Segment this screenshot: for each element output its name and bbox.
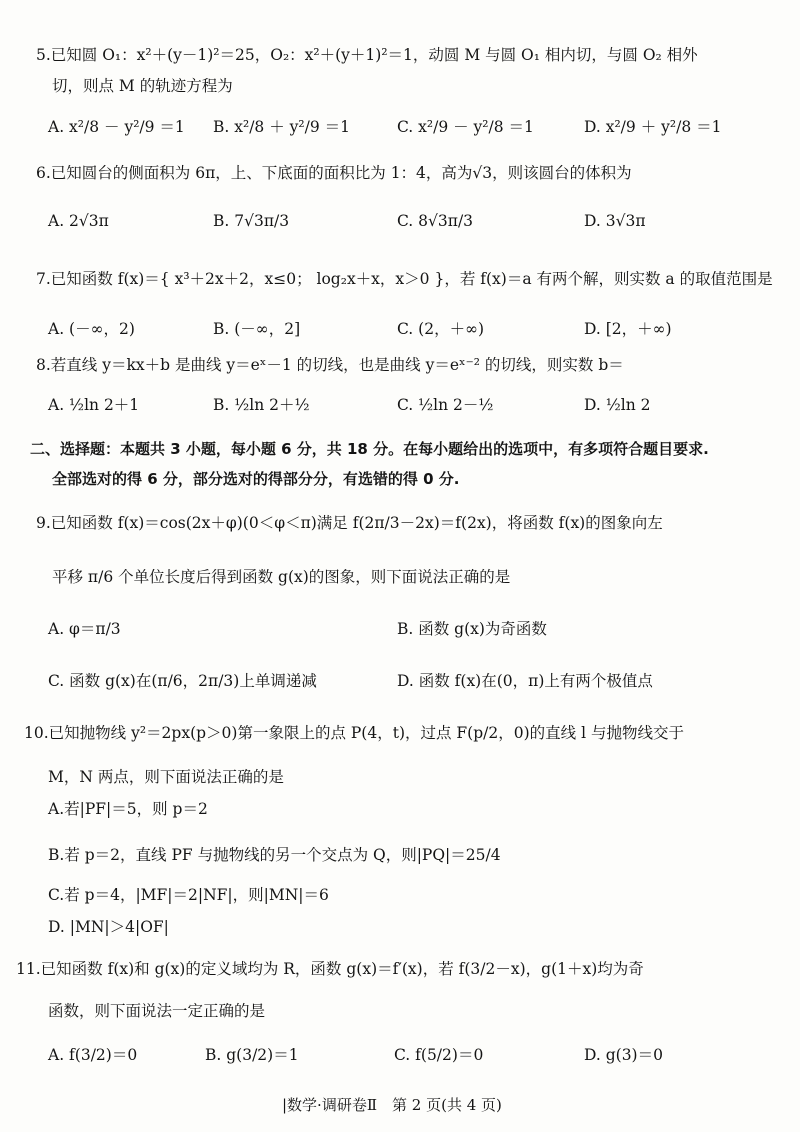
- section2-heading-line1: 二、选择题：本题共 3 小题，每小题 6 分，共 18 分。在每小题给出的选项中，有多项符合题目要求.: [30, 440, 709, 458]
- q9-option-b: B. 函数 g(x)为奇函数: [397, 620, 547, 638]
- q8-option-d: D. ½ln 2: [584, 396, 651, 414]
- q8-option-b: B. ½ln 2＋½: [213, 396, 310, 414]
- q10-stem-line2: M，N 两点，则下面说法正确的是: [48, 768, 284, 786]
- q6-option-d: D. 3√3π: [584, 212, 646, 230]
- q9-stem-line1: 9.已知函数 f(x)＝cos(2x＋φ)(0＜φ＜π)满足 f(2π/3－2x)＝f(2x)，将函数 f(x)的图象向左: [36, 514, 663, 532]
- page-footer: |数学·调研卷Ⅱ 第 2 页(共 4 页): [282, 1096, 502, 1114]
- q8-option-a: A. ½ln 2＋1: [48, 396, 140, 414]
- q11-option-a: A. f(3/2)＝0: [48, 1046, 138, 1064]
- q7-option-a: A. (－∞，2): [48, 320, 135, 338]
- q7-stem: 7.已知函数 f(x)＝{ x³＋2x＋2，x≤0； log₂x＋x，x＞0 }，若 f(x)＝a 有两个解，则实数 a 的取值范围是: [36, 270, 773, 288]
- q11-stem-line1: 11.已知函数 f(x)和 g(x)的定义域均为 R，函数 g(x)＝f′(x)，若 f(3/2－x)，g(1＋x)均为奇: [16, 960, 644, 978]
- q11-stem-line2: 函数，则下面说法一定正确的是: [48, 1002, 266, 1020]
- q5-option-d: D. x²/9 ＋ y²/8 ＝1: [584, 118, 722, 136]
- q9-option-d: D. 函数 f(x)在(0，π)上有两个极值点: [397, 672, 653, 690]
- q5-stem-line1: 5.已知圆 O₁：x²＋(y－1)²＝25，O₂：x²＋(y＋1)²＝1，动圆 M 与圆 O₁ 相内切，与圆 O₂ 相外: [36, 46, 698, 64]
- section2-heading-line2: 全部选对的得 6 分，部分选对的得部分分，有选错的得 0 分.: [52, 470, 460, 488]
- q6-option-a: A. 2√3π: [48, 212, 109, 230]
- q9-stem-line2: 平移 π/6 个单位长度后得到函数 g(x)的图象，则下面说法正确的是: [52, 568, 511, 586]
- q5-stem-line2: 切，则点 M 的轨迹方程为: [52, 77, 233, 95]
- q11-option-c: C. f(5/2)＝0: [394, 1046, 484, 1064]
- q8-option-c: C. ½ln 2－½: [397, 396, 494, 414]
- q8-stem: 8.若直线 y＝kx＋b 是曲线 y＝eˣ－1 的切线，也是曲线 y＝eˣ⁻² 的切线，则实数 b＝: [36, 356, 624, 374]
- q9-option-c: C. 函数 g(x)在(π/6，2π/3)上单调递减: [48, 672, 317, 690]
- q10-option-a: A.若|PF|＝5，则 p＝2: [48, 800, 208, 818]
- q11-option-d: D. g(3)＝0: [584, 1046, 663, 1064]
- q5-option-c: C. x²/9 － y²/8 ＝1: [397, 118, 534, 136]
- q6-option-b: B. 7√3π/3: [213, 212, 290, 230]
- q10-option-c: C.若 p＝4，|MF|＝2|NF|，则|MN|＝6: [48, 886, 329, 904]
- q5-option-b: B. x²/8 ＋ y²/9 ＝1: [213, 118, 350, 136]
- q7-option-b: B. (－∞，2]: [213, 320, 301, 338]
- q10-stem-line1: 10.已知抛物线 y²＝2px(p＞0)第一象限上的点 P(4，t)，过点 F(p/2，0)的直线 l 与抛物线交于: [24, 724, 684, 742]
- q10-option-d: D. |MN|＞4|OF|: [48, 918, 169, 936]
- q7-option-d: D. [2，＋∞): [584, 320, 672, 338]
- q9-option-a: A. φ＝π/3: [48, 620, 121, 638]
- q6-stem: 6.已知圆台的侧面积为 6π，上、下底面的面积比为 1：4，高为√3，则该圆台的体积为: [36, 164, 632, 182]
- q5-option-a: A. x²/8 － y²/9 ＝1: [48, 118, 185, 136]
- q7-option-c: C. (2，＋∞): [397, 320, 485, 338]
- q6-option-c: C. 8√3π/3: [397, 212, 474, 230]
- q10-option-b: B.若 p＝2，直线 PF 与抛物线的另一个交点为 Q，则|PQ|＝25/4: [48, 846, 501, 864]
- q11-option-b: B. g(3/2)＝1: [205, 1046, 299, 1064]
